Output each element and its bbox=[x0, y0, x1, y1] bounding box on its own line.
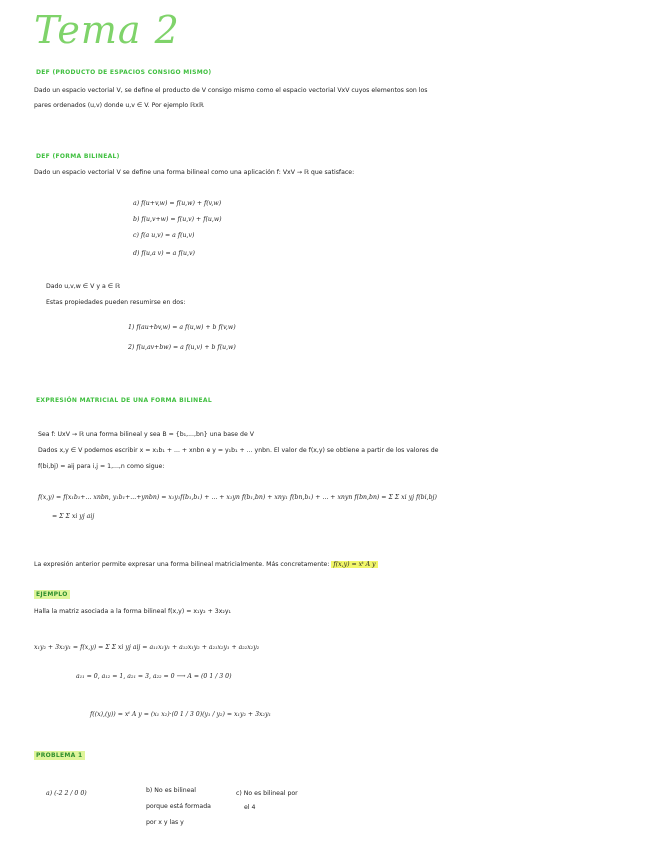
example-line1: x₁y₂ + 3x₂y₁ = f(x,y) = Σ Σ xi yj aij = a₁₁x₁y₁ + a₁₂x₁y₂ + a₂₁x₂y₁ + a₂₂x₂y₂ bbox=[34, 644, 260, 651]
def2-prop2-2: 2) f(u,av+bw) = a f(u,v) + b f(u,w) bbox=[128, 344, 236, 351]
matrix-formula2: = Σ Σ xi yj aij bbox=[52, 513, 95, 520]
problem-b-line1: b) No es bilineal bbox=[146, 787, 197, 794]
matrix-formula1: f(x,y) = f(x₁b₁+... xnbn, y₁b₁+...+ynbn) = x₁y₁f(b₁,b₁) + ... + x₁yn f(b₁,bn) + xny₁ f(bn,b₁) + ... + xnyn f(bn,bn) = Σ Σ xi yj f(bi,bj) bbox=[38, 494, 437, 501]
def2-prop-d: d) f(u,a v) = a f(u,v) bbox=[133, 250, 195, 257]
def2-summary: Estas propiedades pueden resumirse en dos: bbox=[46, 299, 186, 306]
def2-prop-c: c) f(a u,v) = a f(u,v) bbox=[133, 232, 195, 239]
def1-text1: Dado un espacio vectorial V, se define el producto de V consigo mismo como el espacio vectorial VxV cuyos elementos son los bbox=[34, 87, 428, 94]
def2-given: Dado u,v,w ∈ V y a ∈ ℝ bbox=[46, 283, 120, 290]
def2-prop-b: b) f(u,v+w) = f(u,v) + f(u,w) bbox=[133, 216, 222, 223]
def2-text: Dado un espacio vectorial V se define una forma bilineal como una aplicación f: VxV → ℝ que satisface: bbox=[34, 169, 355, 176]
def2-heading: DEF (FORMA BILINEAL) bbox=[36, 153, 120, 160]
problem-b-line3: por x y las y bbox=[146, 819, 184, 826]
problem-b-line2: porque está formada bbox=[146, 803, 211, 810]
page-title: Tema 2 bbox=[34, 8, 180, 52]
def1-text2: pares ordenados (u,v) donde u,v ∈ V. Por ejemplo ℝxℝ bbox=[34, 102, 204, 109]
def1-heading: DEF (PRODUCTO DE ESPACIOS CONSIGO MISMO) bbox=[36, 69, 212, 76]
matrix-line3: f(bi,bj) = aij para i,j = 1,...,n como sigue: bbox=[38, 463, 165, 470]
matrix-conclusion-formula: f(x,y) = xᵗ A y bbox=[333, 561, 376, 568]
def2-prop-a: a) f(u+v,w) = f(u,w) + f(v,w) bbox=[133, 200, 222, 207]
example-line2: a₁₁ = 0, a₁₂ = 1, a₂₁ = 3, a₂₂ = 0 ⟶ A = (0 1 / 3 0) bbox=[76, 673, 232, 680]
example-text: Halla la matriz asociada a la forma bilineal f(x,y) = x₁y₂ + 3x₂y₁ bbox=[34, 608, 231, 615]
problem-a: a) (-2 2 / 0 0) bbox=[46, 790, 87, 797]
matrix-conclusion-text: La expresión anterior permite expresar una forma bilineal matricialmente. Más concretamente: bbox=[34, 561, 330, 568]
problem-heading: PROBLEMA 1 bbox=[36, 752, 83, 759]
example-line3: f((x),(y)) = xᵗ A y = (x₁ x₂)·(0 1 / 3 0)(y₁ / y₂) = x₁y₂ + 3x₂y₁ bbox=[90, 711, 271, 718]
matrix-heading: EXPRESIÓN MATRICIAL DE UNA FORMA BILINEAL bbox=[36, 397, 212, 404]
problem-c-line2: el 4 bbox=[244, 804, 256, 811]
matrix-line2: Dados x,y ∈ V podemos escribir x = x₁b₁ + ... + xnbn e y = y₁b₁ + ... ynbn. El valor de f(x,y) se obtiene a partir de los valores de bbox=[38, 447, 439, 454]
problem-c-line1: c) No es bilineal por bbox=[236, 790, 298, 797]
matrix-line1: Sea f: UxV → ℝ una forma bilineal y sea B = {b₁,...,bn} una base de V bbox=[38, 431, 254, 438]
def2-prop2-1: 1) f(au+bv,w) = a f(u,w) + b f(v,w) bbox=[128, 324, 236, 331]
matrix-conclusion bbox=[34, 560, 378, 569]
example-heading: EJEMPLO bbox=[36, 591, 68, 598]
